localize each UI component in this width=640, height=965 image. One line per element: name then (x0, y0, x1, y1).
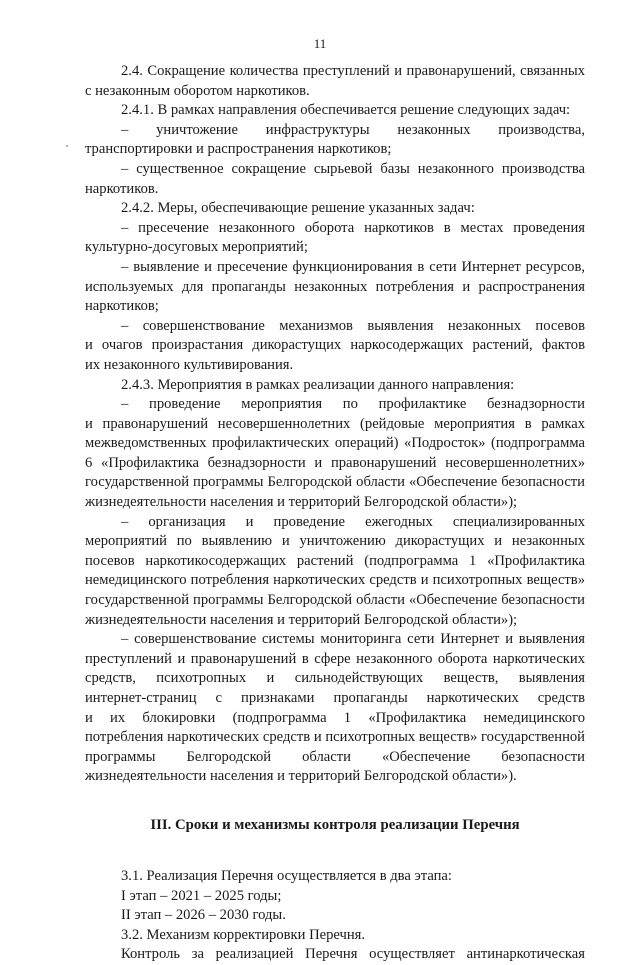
text-line: посевов наркотикосодержащих растений (подпрограмма 1 «Профилактика (85, 552, 585, 569)
document-body (85, 62, 585, 965)
text-line: используемых для пропаганды незаконных потребления и распространения (85, 278, 585, 295)
section-title: III. Сроки и механизмы контроля реализации Перечня (150, 816, 520, 833)
section-2-4-text (85, 62, 585, 787)
section-3-text (85, 867, 585, 965)
text-line: государственной программы Белгородской области «Обеспечение безопасности (85, 592, 585, 609)
text-line: межведомственных профилактических операций) «Подросток» (подпрограмма (85, 435, 585, 452)
text-line: – пресечение незаконного оборота наркотиков в местах проведения (121, 219, 585, 236)
text-line: Контроль за реализацией Перечня осуществляет антинаркотическая (121, 946, 585, 963)
text-line: немедицинского потребления наркотических средств и психотропных веществ» (85, 572, 585, 589)
text-line: преступлений и правонарушений в сфере незаконного оборота наркотических (85, 650, 585, 667)
text-line: 2.4.3. Мероприятия в рамках реализации данного направления: (121, 376, 515, 393)
text-line: государственной программы Белгородской области «Обеспечение безопасности (85, 474, 585, 491)
text-line: жизнедеятельности населения и территорий Белгородской области»); (85, 494, 518, 511)
text-line: их незаконного культивирования. (85, 356, 294, 373)
text-line: 3.1. Реализация Перечня осуществляется в два этапа: (121, 867, 452, 884)
text-line: 6 «Профилактика безнадзорности и правонарушений несовершеннолетних» (85, 454, 585, 471)
text-line: средств, психотропных и сильнодействующих веществ, выявления (85, 670, 585, 687)
text-line: культурно-досуговых мероприятий; (85, 239, 308, 256)
text-line: потребления наркотических средств и психотропных веществ» государственной (85, 729, 585, 746)
text-line: мероприятий по выявлению и уничтожению дикорастущих и незаконных (85, 533, 585, 550)
text-line: – существенное сокращение сырьевой базы незаконного производства (121, 160, 585, 177)
text-line: – совершенствование механизмов выявления незаконных посевов (121, 317, 585, 334)
text-line: и их блокировки (подпрограмма 1 «Профилактика немедицинского (85, 709, 585, 726)
text-line: наркотиков. (85, 180, 159, 197)
text-line: – совершенствование системы мониторинга сети Интернет и выявления (121, 631, 585, 648)
text-line: 2.4.2. Меры, обеспечивающие решение указанных задач: (121, 200, 475, 217)
text-line: 2.4. Сокращение количества преступлений и правонарушений, связанных (121, 63, 585, 79)
text-line: 2.4.1. В рамках направления обеспечивается решение следующих задач: (121, 102, 571, 119)
page-number: 11 (313, 36, 327, 51)
text-line: жизнедеятельности населения и территорий Белгородской области»); (85, 611, 518, 628)
text-line: I этап – 2021 – 2025 годы; (121, 887, 282, 904)
text-line: – выявление и пресечение функционирования в сети Интернет ресурсов, (121, 258, 585, 275)
text-line: 3.2. Механизм корректировки Перечня. (121, 926, 366, 943)
text-line: и правонарушений несовершеннолетних (рейдовые мероприятия в рамках (85, 415, 585, 432)
text-line: и очагов произрастания дикорастущих наркосодержащих растений, фактов (85, 337, 585, 354)
text-line: жизнедеятельности населения и территорий Белгородской области»). (85, 768, 517, 785)
text-line: программы Белгородской области «Обеспечение безопасности (85, 748, 585, 765)
text-line: транспортировки и распространения наркотиков; (85, 141, 392, 158)
text-line: интернет-страниц с признаками пропаганды наркотических средств (85, 690, 585, 706)
scan-speck (66, 145, 68, 147)
text-line: с незаконным оборотом наркотиков. (85, 82, 310, 99)
text-line: – организация и проведение ежегодных специализированных (121, 513, 585, 530)
text-line: – проведение мероприятия по профилактике безнадзорности (121, 396, 585, 413)
text-line: наркотиков; (85, 298, 159, 315)
text-line: II этап – 2026 – 2030 годы. (121, 907, 286, 924)
text-line: – уничтожение инфраструктуры незаконных производства, (121, 121, 585, 138)
